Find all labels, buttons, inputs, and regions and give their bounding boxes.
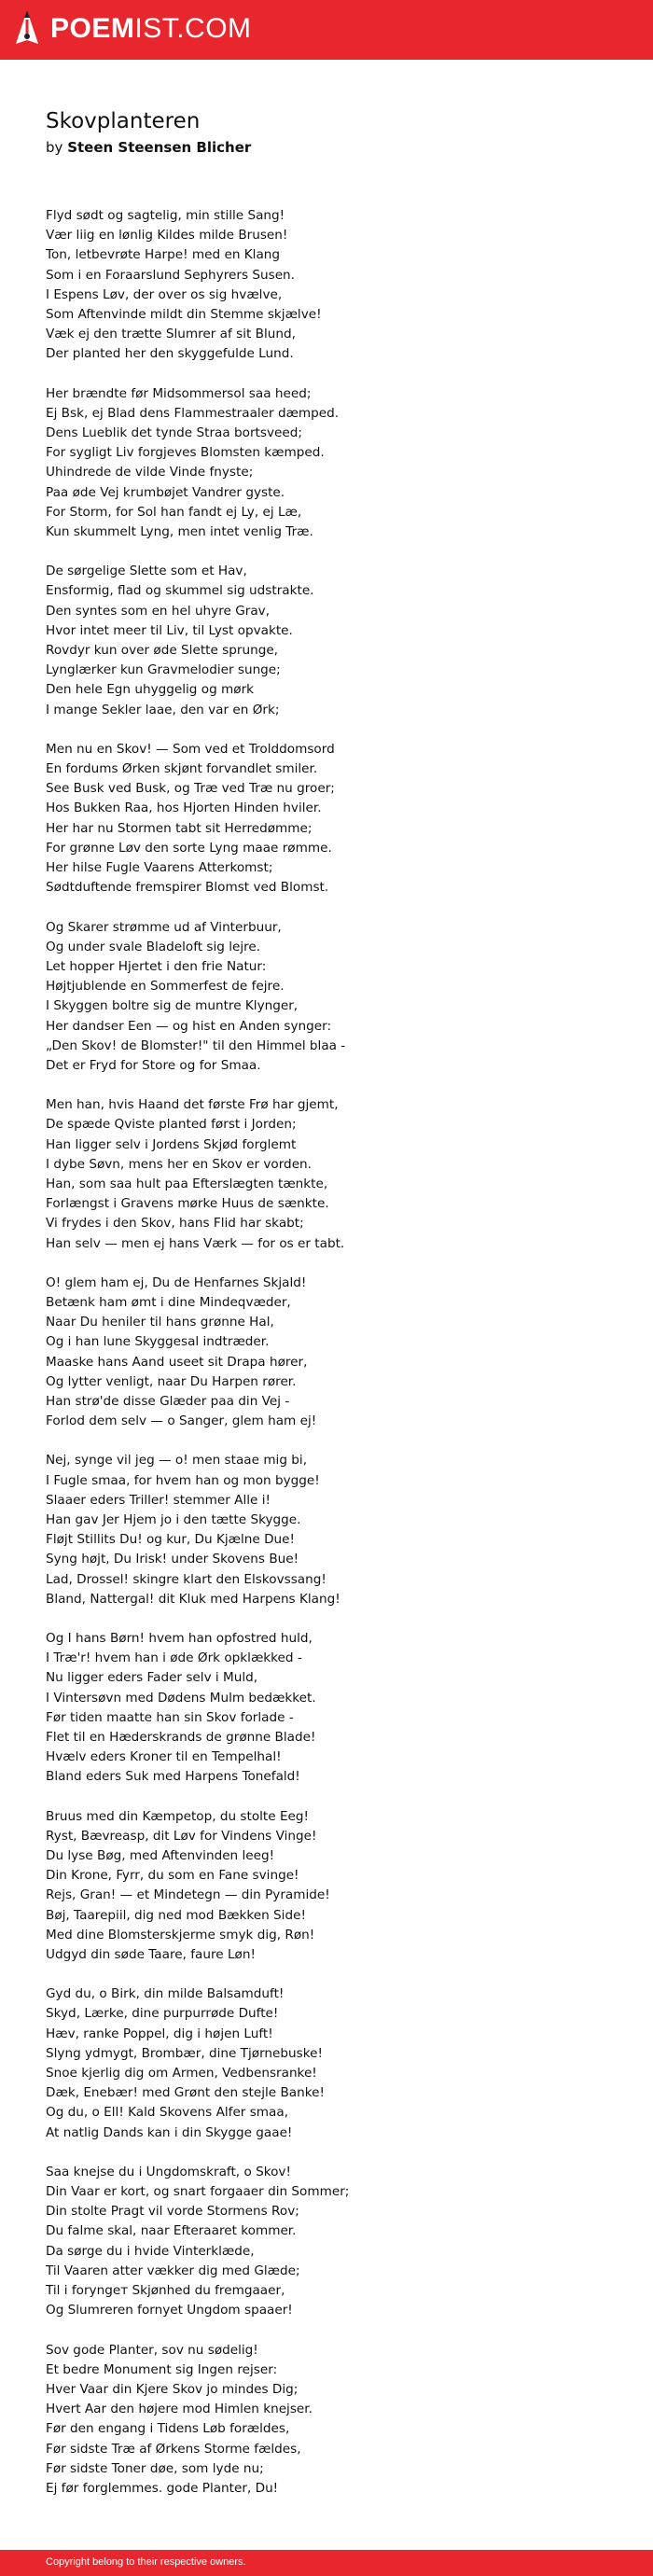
poem-stanza (46, 740, 568, 898)
poem-line: Saa knejse du i Ungdomskraft, o Skov! (46, 2164, 291, 2179)
poem-line: Ej før forglemmes. gode Planter, Du! (46, 2480, 279, 2496)
poem-line: Sov gode Planter, sov nu sødelig! (46, 2342, 258, 2358)
poem-line: Han strø'de disse Glæder paa din Vej - (46, 1393, 290, 1409)
poem-stanza (46, 918, 568, 1077)
poem-line: Hvert Aar den højere mod Himlen knejser. (46, 2402, 313, 2417)
poem-line: Flyd sødt og sagtelig, min stille Sang! (46, 208, 285, 223)
poem-line: I Skyggen boltre sig de muntre Klynger, (46, 998, 299, 1014)
poem-line: Hæv, ranke Poppel, dig i højen Luft! (46, 2026, 273, 2041)
poem-line: Og lytter venligt, naar Du Harpen rører. (46, 1373, 297, 1389)
poem-line: For Storm, for Sol han fandt ej Ly, ej Læ, (46, 504, 302, 520)
poem-line: Sødtduftende fremspirer Blomst ved Blomst. (46, 880, 329, 896)
poem-stanza (46, 206, 568, 365)
site-header (0, 0, 653, 60)
poem-stanza (46, 1629, 568, 1788)
poem-line: „Den Skov! de Blomster!" til den Himmel blaa - (46, 1037, 346, 1053)
poem-line: Kun skummelt Lyng, men intet venlig Træ. (46, 524, 313, 540)
poem-line: Der planted her den skyggefulde Lund. (46, 346, 294, 362)
poem-line: En fordums Ørken skjønt forvandlet smiler. (46, 761, 318, 777)
poem-stanza (46, 1095, 568, 1254)
poem-line: Det er Fryd for Store og for Smaa. (46, 1057, 261, 1073)
poem-stanza (46, 1807, 568, 1966)
poem-line: Han selv — men ej hans Værk — for os er tabt. (46, 1235, 345, 1251)
poem-byline (46, 138, 568, 157)
poem-line: Syng højt, Du Irisk! under Skovens Bue! (46, 1552, 299, 1567)
poem-line: Fløjt Stillits Du! og kur, Du Kjælne Due! (46, 1532, 295, 1548)
poem-line: Ensformig, flad og skummel sig udstrakte. (46, 583, 314, 599)
poem-line: Ryst, Bævreasp, dit Løv for Vindens Vinge! (46, 1828, 317, 1844)
poem-title: Skovplanteren (46, 109, 201, 133)
poem-line: Skyd, Lærke, dine purpurrøde Dufte! (46, 2006, 279, 2022)
poem-line: I Træ'r! hvem han i øde Ørk opklækked - (46, 1650, 302, 1666)
poem-line: I Espens Løv, der over os sig hvælve, (46, 286, 283, 302)
poem-stanza (46, 562, 568, 720)
poem-line: Nej, synge vil jeg — o! men staae mig bi, (46, 1453, 308, 1469)
poem-line: I mange Sekler laae, den var en Ørk; (46, 702, 280, 717)
site-logo[interactable] (13, 7, 252, 50)
poem-line: Let hopper Hjertet i den frie Natur: (46, 958, 267, 974)
poem-line: Hvælv eders Kroner til en Tempelhal! (46, 1749, 282, 1765)
poem-line: I Vintersøvn med Dødens Mulm bedækket. (46, 1690, 316, 1706)
poem-line: Og du, o Ell! Kald Skovens Alfer smaa, (46, 2105, 289, 2121)
poem-line: Væk ej den trætte Slumrer af sit Blund, (46, 327, 296, 342)
poem-line: Højtjublende en Sommerfest de fejre. (46, 979, 285, 995)
poem-line: Flet til en Hæderskrands de grønne Blade! (46, 1730, 316, 1746)
quill-logo-icon (13, 8, 41, 49)
by-label: by (46, 139, 63, 156)
poem-line: Her dandser Een — og hist en Anden synger: (46, 1018, 332, 1034)
poem-line: Gyd du, o Birk, din milde Balsamduft! (46, 1986, 285, 2002)
poem-line: Ton, letbevrøte Harpe! med en Klang (46, 247, 281, 263)
poem-content (46, 106, 568, 2518)
poem-line: Hver Vaar din Kjere Skov jo mindes Dig; (46, 2381, 299, 2397)
poem-line: Hos Bukken Raa, hos Hjorten Hinden hviler. (46, 801, 322, 816)
poem-line: Og Slumreren fornyet Ungdom spaaer! (46, 2303, 293, 2318)
poem-line: Din Krone, Fyrr, du som en Fane svinge! (46, 1868, 299, 1884)
poem-line: Før sidste Toner døe, som lyde nu; (46, 2460, 264, 2476)
poem-line: Et bedre Monument sig Ingen rejser: (46, 2361, 278, 2377)
poem-line: Bland eders Suk med Harpens Tonefald! (46, 1769, 300, 1785)
poem-line: Med dine Blomsterskjerme smyk dig, Røn! (46, 1927, 315, 1942)
poem-line: For sygligt Liv forgjeves Blomsten kæmped. (46, 445, 325, 461)
poem-line: Og I hans Børn! hvem han opfostred huld, (46, 1631, 313, 1646)
poem-line: Men nu en Skov! — Som ved et Trolddomsord (46, 741, 335, 757)
poem-line: Som i en Foraarslund Sephyrers Susen. (46, 267, 295, 283)
poem-line: Vi frydes i den Skov, hans Flid har skabt; (46, 1216, 304, 1232)
poem-line: Før tiden maatte han sin Skov forlade - (46, 1709, 294, 1725)
poem-line: De sørgelige Slette som et Hav, (46, 564, 247, 579)
poem-line: Den syntes som en hel uhyre Grav, (46, 603, 271, 619)
poem-line: Vær liig en lønlig Kildes milde Brusen! (46, 228, 288, 244)
poem-line: I dybe Søvn, mens her en Skov er vorden. (46, 1156, 312, 1172)
poem-stanza (46, 2163, 568, 2321)
poem-line: At natlig Dands kan i din Skygge gaae! (46, 2124, 293, 2140)
poem-line: Nu ligger eders Fader selv i Muld, (46, 1670, 258, 1686)
poem-line: Naar Du heniler til hans grønne Hal, (46, 1315, 274, 1330)
poem-line: Din Vaar er kort, og snart forgaaer din Sommer; (46, 2184, 350, 2200)
poem-line: Han ligger selv i Jordens Skjød forglemt (46, 1136, 297, 1152)
poem-stanza (46, 384, 568, 543)
poem-body (46, 206, 568, 2499)
poem-line: Før sidste Træ af Ørkens Storme fældes, (46, 2441, 301, 2457)
poem-line: Lad, Drossel! skingre klart den Elskovssang! (46, 1571, 326, 1587)
poem-line: Til Vaaren atter vækker dig med Glæde; (46, 2263, 300, 2278)
site-footer (0, 2550, 653, 2576)
poem-line: Maaske hans Aand useet sit Drapa hører, (46, 1354, 308, 1370)
poem-author[interactable]: Steen Steensen Blicher (67, 139, 252, 156)
poem-line: Til i foryngет Skjønhed du fremgaaer, (46, 2283, 285, 2299)
poem-line: De spæde Qviste planted først i Jorden; (46, 1117, 297, 1133)
poem-stanza (46, 2341, 568, 2499)
poem-line: Men han, hvis Haand det første Frø har gjemt, (46, 1097, 339, 1113)
poem-line: Din stolte Pragt vil vorde Stormens Rov; (46, 2204, 299, 2220)
poem-line: Uhindrede de vilde Vinde fnyste; (46, 465, 254, 480)
poem-line: Forlængst i Gravens mørke Huus de sænkte. (46, 1196, 329, 1212)
poem-line: Dæk, Enebær! med Grønt den stejle Banke! (46, 2085, 325, 2101)
poem-line: Her har nu Stormen tabt sit Herredømme; (46, 820, 313, 836)
site-logo-text: POEMIST.COM (50, 13, 252, 44)
poem-line: Dens Lueblik det tynde Straa bortsveed; (46, 425, 302, 441)
poem-line: Før den engang i Tidens Løb forældes, (46, 2421, 290, 2437)
poem-line: Udgyd din søde Taare, faure Løn! (46, 1947, 256, 1963)
poem-line: Lynglærker kun Gravmelodier sunge; (46, 662, 281, 678)
poem-stanza (46, 1451, 568, 1609)
poem-stanza (46, 1984, 568, 2143)
poem-line: See Busk ved Busk, og Træ ved Træ nu groer; (46, 781, 335, 797)
poem-line: Da sørge du i hvide Vinterklæde, (46, 2243, 255, 2259)
poem-line: Her hilse Fugle Vaarens Atterkomst; (46, 860, 273, 876)
poem-line: Bøj, Taarepiil, dig ned mod Bækken Side! (46, 1907, 306, 1923)
poem-line: Han gav Jer Hjem jo i den tætte Skygge. (46, 1511, 301, 1527)
poem-line: Han, som saa hult paa Efterslægten tænkte, (46, 1176, 328, 1191)
poem-line: Rovdyr kun over øde Slette sprunge, (46, 643, 279, 659)
poem-line: Rejs, Gran! — et Mindetegn — din Pyramide! (46, 1887, 330, 1903)
poem-line: Slyng ydmygt, Brombær, dine Tjørnebuske! (46, 2045, 323, 2061)
poem-line: Som Aftenvinde mildt din Stemme skjælve! (46, 307, 322, 323)
poem-line: Snoe kjerlig dig om Armen, Vedbensranke! (46, 2066, 317, 2082)
poem-line: Du falme skal, naar Efteraaret kommer. (46, 2223, 297, 2239)
poem-line: Betænk ham ømt i dine Mindeqvæder, (46, 1294, 291, 1310)
poem-line: Paa øde Vej krumbøjet Vandrer gyste. (46, 484, 285, 500)
poem-line: Du lyse Bøg, med Aftenvinden leeg! (46, 1848, 275, 1864)
poem-line: Hvor intet meer til Liv, til Lyst opvakte. (46, 622, 293, 638)
poem-line: Og under svale Bladeloft sig lejre. (46, 939, 261, 954)
poem-line: Ej Bsk, ej Blad dens Flammestraaler dæmped. (46, 405, 340, 421)
poem-line: Bruus med din Kæmpetop, du stolte Eeg! (46, 1808, 309, 1824)
poem-line: Den hele Egn uhyggelig og mørk (46, 682, 255, 698)
poem-line: Og i han lune Skyggesal indtræder. (46, 1334, 270, 1350)
poem-line: Bland, Nattergal! dit Kluk med Harpens Klang! (46, 1591, 340, 1607)
poem-line: I Fugle smaa, for hvem han og mon bygge! (46, 1472, 320, 1488)
poem-stanza (46, 1274, 568, 1432)
poem-line: Forlod dem selv — o Sanger, glem ham ej! (46, 1413, 317, 1429)
poem-line: O! glem ham ej, Du de Henfarnes Skjald! (46, 1274, 307, 1290)
copyright-text: Copyright belong to their respective owners. (46, 2556, 246, 2568)
poem-line: For grønne Løv den sorte Lyng maae rømme. (46, 840, 332, 856)
poem-line: Slaaer eders Triller! stemmer Alle i! (46, 1492, 271, 1508)
poem-line: Og Skarer strømme ud af Vinterbuur, (46, 919, 282, 935)
poem-line: Her brændte før Midsommersol saa heed; (46, 385, 312, 401)
